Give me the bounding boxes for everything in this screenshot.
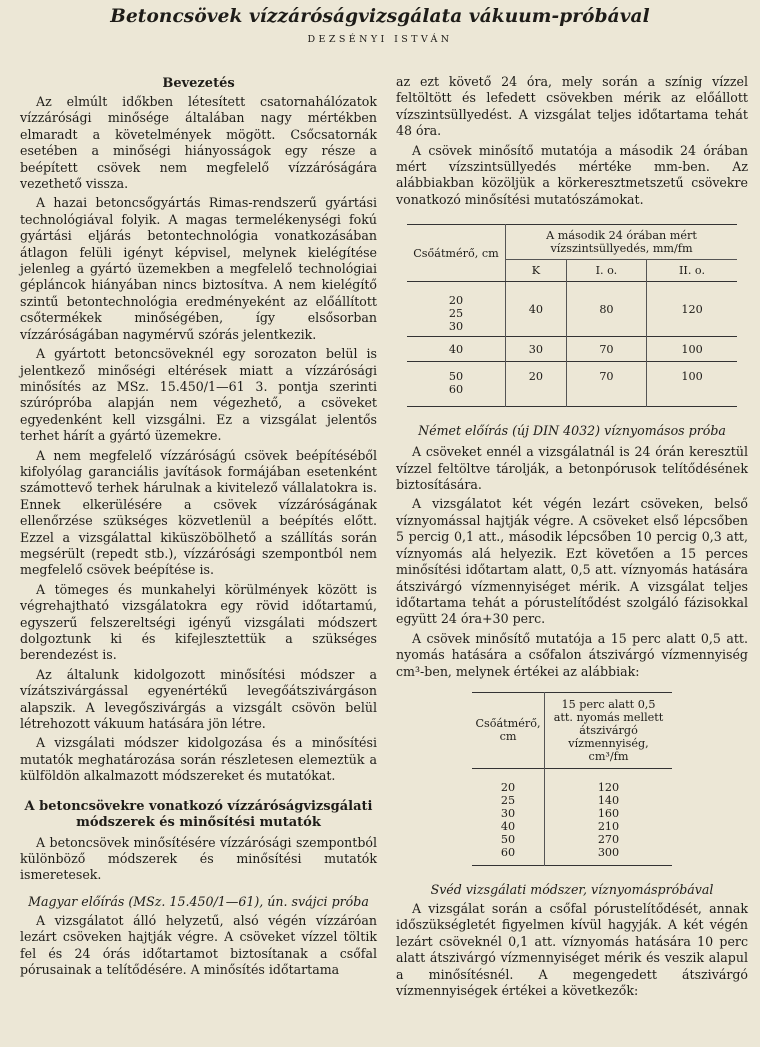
table-header-diameter: Csőátmérő, cm <box>472 692 545 768</box>
article-title: Betoncsövek vízzáróságvizsgálata vákuum-próbával <box>110 6 650 27</box>
heading-german-standard: Német előírás (új DIN 4032) víznyomásos próba <box>418 423 726 439</box>
paragraph: az ezt követő 24 óra, mely során a színig vízzel feltöltött és lefedett csövekben mérik az előállott vízszintsüllyedést. A vizsgálat teljes időtartama tehát 48 óra. <box>396 74 748 139</box>
paragraph: Az általunk kidolgozott minősítési módszer a vízátszivárgással egyenértékű levegőátszivárgáson alapszik. A levegőszivárgás a vizsgált csövön belül létrehozott vákuum hatására jön létre. <box>20 666 377 732</box>
table-cell: 80 <box>566 282 646 337</box>
table-cell: 100 <box>681 342 703 356</box>
table-cell: 210 <box>597 819 620 833</box>
paragraph: A gyártott betoncsöveknél egy sorozaton belül is jelentkező minőségi eltérések miatt a vízzárósági minősítés az MSz. 15.450/1—61 3. pontja szerinti szúrópróba alapján nem végezhető, a csöveket egyedenként kell vizsgálni. Ez a vizsgálat jelentős terhet hárít a gyártó üzemekre. <box>20 346 377 444</box>
right-column <box>396 74 748 999</box>
table-cell: 160 <box>597 806 620 820</box>
table-seepage-volume <box>472 692 672 866</box>
paragraph: A vizsgálati módszer kidolgozása és a minősítési mutatók meghatározása során részletesen elemeztük a külföldön alkalmazott módszereket és mutatókat. <box>20 735 377 784</box>
left-column <box>20 76 377 979</box>
table-cell-diameter: 20 <box>448 294 464 308</box>
heading-swedish-method: Svéd vizsgálati módszer, víznyomáspróbával <box>430 881 714 897</box>
table-cell: 30 <box>506 337 567 362</box>
table-cell-diameter: 30 <box>500 806 516 820</box>
table-cell-diameter: 60 <box>448 383 464 397</box>
table-cell: 70 <box>566 362 646 407</box>
table-cell-diameter: 50 <box>448 370 464 384</box>
heading-intro: Bevezetés <box>162 76 235 91</box>
paragraph: A tömeges és munkahelyi körülmények között is végrehajtható vizsgálatokra egy rövid időtartamú, egyszerű felszereltségi igényű vizsgálati módszert dolgoztunk ki és kifejlesztettük a szükséges berendezést is. <box>20 581 377 663</box>
table-subheader: II. o. <box>678 264 706 278</box>
table-header-diameter: Csőátmérő, cm <box>407 225 506 282</box>
table-header-group: A második 24 órában mért vízszintsüllyedés, mm/fm <box>506 225 738 260</box>
table-cell-diameter: 25 <box>500 793 516 807</box>
table-cell-diameter: 20 <box>500 780 516 794</box>
paragraph: A nem megfelelő vízzáróságú csövek beépítéséből kifolyólag garanciális javítások formájában esetenként számottevő terhek hárulnak a kivitelező vállalatokra is. Ennek elkerülésére a csövek vízzáróságának ellenőrzése szükséges közvetlenül a beépítés előtt. Ezzel a vizsgálattal kiküszöbölhető a szállítás során megsérült (repedt stb.), vízzárósági szempontból nem megfelelő csövek beépítése is. <box>20 447 377 578</box>
table-cell-diameter: 40 <box>500 819 516 833</box>
paragraph: A hazai betoncsőgyártás Rimas-rendszerű gyártási technológiával folyik. A magas termelékenységi fokú gyártási eljárás betontechnológia vonatkozásában átlagon felüli igényt képvisel, melynek kielégítése jelenleg a gyártó üzemekben a megfelelő technológiai gépláncok hiányában nincs biztosítva. A nem kielégítő szintű betontechnológia eredményeként az előállított csőtermékek minőségében, így elsősorban vízzáróságában nagymérvű szórás jelentkezik. <box>20 195 377 342</box>
table-cell: 100 <box>681 370 703 384</box>
paragraph: A csövek minősítő mutatója a 15 perc alatt 0,5 att. nyomás hatására a csőfalon átszivárgó vízmennyiség cm³-ben, melynek értékei az alábbiak: <box>396 630 748 679</box>
paragraph: A betoncsövek minősítésére vízzárósági szempontból különböző módszerek és minősítési mutatók ismeretesek. <box>20 834 377 883</box>
table-cell: 270 <box>597 832 620 846</box>
table-cell: 40 <box>506 282 567 337</box>
table-cell: 140 <box>597 793 620 807</box>
table-cell: 300 <box>597 845 620 859</box>
table-cell-diameter: 25 <box>448 307 464 321</box>
author-name: DEZSÉNYI ISTVÁN <box>307 34 453 45</box>
heading-methods: A betoncsövekre vonatkozó vízzáróságvizsgálati módszerek és minősítési mutatók <box>24 798 373 830</box>
heading-hungarian-standard: Magyar előírás (MSz. 15.450/1—61), ún. svájci próba <box>28 893 369 909</box>
table-subheader: K <box>506 260 567 282</box>
paragraph: A vizsgálatot álló helyzetű, alsó végén vízzáróan lezárt csöveken hajtják végre. A csöveket vízzel töltik fel és 24 órás időtartamot biztosítanak a csőfal pórusainak a telítődésére. A minősítés időtartama <box>20 912 377 978</box>
table-water-level-drop <box>407 224 737 407</box>
paragraph: A csöveket ennél a vizsgálatnál is 24 órán keresztül vízzel feltöltve tárolják, a betonpórusok telítődésének biztosítására. <box>396 444 748 493</box>
paragraph: Az elmúlt időkben létesített csatornahálózatok vízzárósági minősége általában nagy mértékben elmaradt a követelmények mögött. Csőcsatornák esetében a minőségi hiányosságok egy része a beépített csövek nem megfelelő vízzáróságára vezethető vissza. <box>20 94 377 192</box>
table-header-value: 15 perc alatt 0,5 att. nyomás mellett átszivárgó vízmennyiség, cm³/fm <box>553 697 664 763</box>
table-cell: 120 <box>597 780 620 794</box>
table-cell-diameter: 60 <box>500 845 516 859</box>
table-cell: 20 <box>506 362 567 407</box>
paragraph: A vizsgálatot két végén lezárt csöveken, belső víznyomással hajtják végre. A csöveket első lépcsőben 5 percig 0,1 att., második lépcsőben 10 percig 0,3 att, víznyomás alá helyezik. Ezt követően a 15 perces minősítési időtartam alatt, 0,5 att. víznyomás hatására átszivárgó vízmennyiséget mérik. A vizsgálat teljes időtartama tehát a pórustelítődést szolgáló fázisokkal együtt 24 óra+30 perc. <box>396 496 748 627</box>
paragraph: A vizsgálat során a csőfal pórustelítődését, annak időszükségletét figyelmen kívül hagyják. A két végén lezárt csöveknél 0,1 att. víznyomás hatására 10 perc alatt átszivárgó vízmennyiséget mérik és veszik alapul a minősítésnél. A megengedett átszivárgó vízmennyiségek értékei a következők: <box>396 900 748 998</box>
table-cell-diameter: 30 <box>448 320 464 334</box>
table-subheader: I. o. <box>566 260 646 282</box>
table-cell-diameter: 40 <box>407 337 506 362</box>
table-cell: 120 <box>681 302 703 316</box>
paragraph: A csövek minősítő mutatója a második 24 órában mért vízszintsüllyedés mértéke mm-ben. Az alábbiakban közöljük a körkeresztmetszetű csövekre vonatkozó minősítési mutatószámokat. <box>396 142 748 207</box>
table-cell-diameter: 50 <box>500 832 516 846</box>
table-cell: 70 <box>566 337 646 362</box>
